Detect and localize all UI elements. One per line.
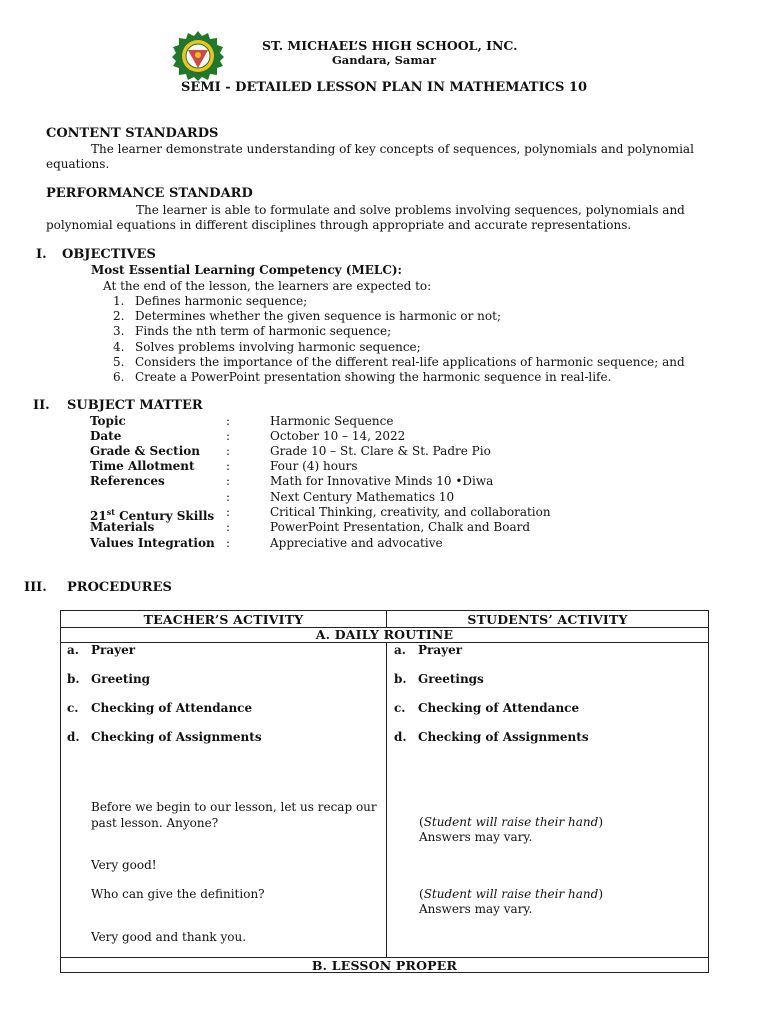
routine-text: Prayer — [418, 643, 463, 657]
procedures-heading: PROCEDURES — [67, 580, 172, 595]
routine-text: Checking of Assignments — [418, 730, 589, 744]
objective-item — [113, 370, 685, 385]
performance-standard-line1: The learner is able to formulate and solve problems involving sequences, polynomials and — [136, 203, 685, 217]
students-activity-header: STUDENTS’ ACTIVITY — [467, 612, 628, 627]
lesson-plan-title: SEMI - DETAILED LESSON PLAN IN MATHEMATICS 10 — [180, 80, 588, 95]
colon-separator: : — [226, 490, 231, 504]
subject-matter-value: Math for Innovative Minds 10 •Diwa — [270, 474, 494, 488]
routine-letter: d. — [394, 730, 407, 744]
routine-letter: b. — [67, 672, 80, 686]
student-raise-hand-2: Student will raise their hand — [423, 887, 599, 901]
subject-matter-value: Four (4) hours — [270, 459, 358, 473]
subject-matter-value: October 10 – 14, 2022 — [270, 429, 406, 443]
routine-letter: c. — [394, 701, 406, 715]
student-answers-1: Answers may vary. — [419, 830, 533, 844]
objective-number: 5. — [113, 354, 125, 369]
subject-matter-label: Values Integration — [90, 536, 215, 550]
subject-matter-value: Critical Thinking, creativity, and collaboration — [270, 505, 551, 519]
routine-letter: d. — [67, 730, 80, 744]
content-standards-heading: CONTENT STANDARDS — [46, 126, 219, 141]
objective-number: 6. — [113, 370, 125, 385]
routine-text: Checking of Attendance — [418, 701, 580, 715]
subject-matter-label: Time Allotment — [90, 459, 195, 473]
teacher-thanks: Very good and thank you. — [91, 930, 247, 944]
routine-letter: b. — [394, 672, 407, 686]
colon-separator: : — [226, 520, 231, 534]
objective-number: 4. — [113, 339, 125, 354]
table-divider — [61, 642, 708, 643]
teacher-recap-line1: Before we begin to our lesson, let us recap our — [91, 800, 377, 814]
subject-matter-value: Next Century Mathematics 10 — [270, 490, 455, 504]
objective-text: Finds the nth term of harmonic sequence; — [135, 324, 392, 339]
objectives-list — [113, 294, 685, 385]
content-standards-line1: The learner demonstrate understanding of key concepts of sequences, polynomials and polynomial — [91, 142, 694, 156]
subject-matter-label: Topic — [90, 414, 126, 428]
routine-text: Checking of Attendance — [91, 701, 253, 715]
routine-letter: a. — [67, 643, 79, 657]
routine-text: Greeting — [91, 672, 151, 686]
routine-text: Greetings — [418, 672, 484, 686]
objectives-numeral: I. — [36, 247, 47, 262]
colon-separator: : — [226, 414, 231, 428]
routine-item — [394, 643, 462, 657]
procedures-numeral: III. — [24, 580, 47, 595]
teacher-definition-question: Who can give the definition? — [91, 887, 265, 901]
subject-matter-heading: SUBJECT MATTER — [67, 398, 203, 413]
routine-item — [394, 730, 589, 744]
objective-text: Defines harmonic sequence; — [135, 294, 308, 308]
subject-matter-label: Grade & Section — [90, 444, 200, 458]
subject-matter-label: Materials — [90, 520, 155, 534]
routine-item — [67, 643, 135, 657]
student-answers-2: Answers may vary. — [419, 902, 533, 916]
school-name: ST. MICHAEL’S HIGH SCHOOL, INC. — [262, 38, 518, 53]
objective-text: Determines whether the given sequence is harmonic or not; — [135, 309, 501, 324]
colon-separator: : — [226, 536, 231, 550]
routine-item — [67, 701, 252, 715]
objectives-heading: OBJECTIVES — [62, 247, 156, 262]
label-superscript: st — [106, 507, 115, 517]
objective-text: Considers the importance of the different real-life applications of harmonic sequence; and — [135, 354, 685, 369]
teacher-recap-line2: past lesson. Anyone? — [91, 816, 219, 830]
routine-letter: c. — [67, 701, 79, 715]
objectives-intro: At the end of the lesson, the learners are expected to: — [103, 279, 432, 293]
performance-standard-line2: polynomial equations in different disciplines through appropriate and accurate representations. — [46, 218, 632, 232]
procedures-table — [60, 610, 709, 973]
routine-text: Checking of Assignments — [91, 730, 262, 744]
objective-text: Create a PowerPoint presentation showing the harmonic sequence in real-life. — [135, 370, 612, 385]
objective-item — [113, 355, 685, 370]
lesson-proper-header: B. LESSON PROPER — [311, 958, 458, 973]
colon-separator: : — [226, 429, 231, 443]
student-raise-hand-1: Student will raise their hand — [423, 815, 599, 829]
daily-routine-header: A. DAILY ROUTINE — [315, 627, 454, 642]
objective-item — [113, 340, 685, 355]
routine-item — [67, 730, 262, 744]
objective-number: 2. — [113, 309, 125, 324]
colon-separator: : — [226, 459, 231, 473]
objective-text: Solves problems involving harmonic sequence; — [135, 339, 421, 354]
objective-number: 3. — [113, 324, 125, 339]
table-divider — [386, 642, 387, 957]
subject-matter-value: Harmonic Sequence — [270, 414, 394, 428]
teacher-activity-header: TEACHER’S ACTIVITY — [143, 612, 304, 627]
objective-number: 1. — [113, 294, 125, 308]
colon-separator: : — [226, 444, 231, 458]
student-response-2: (Student will raise their hand) — [419, 887, 604, 901]
colon-separator: : — [226, 505, 231, 519]
colon-separator: : — [226, 474, 231, 488]
routine-item — [67, 672, 150, 686]
routine-text: Prayer — [91, 643, 136, 657]
school-location: Gandara, Samar — [331, 53, 437, 67]
label-part: 21 — [90, 509, 107, 523]
objective-item — [113, 309, 685, 324]
objective-item — [113, 324, 685, 339]
subject-matter-label: Date — [90, 429, 122, 443]
routine-item — [394, 672, 484, 686]
performance-standard-heading: PERFORMANCE STANDARD — [46, 186, 253, 201]
subject-matter-value: Appreciative and advocative — [270, 536, 443, 550]
melc-heading: Most Essential Learning Competency (MELC): — [91, 263, 402, 277]
label-part: Century Skills — [114, 509, 215, 523]
student-response-1: (Student will raise their hand) — [419, 815, 604, 829]
content-standards-line2: equations. — [46, 157, 110, 171]
subject-matter-numeral: II. — [33, 398, 50, 413]
routine-item — [394, 701, 579, 715]
subject-matter-value: PowerPoint Presentation, Chalk and Board — [270, 520, 531, 534]
subject-matter-value: Grade 10 – St. Clare & St. Padre Pio — [270, 444, 491, 458]
subject-matter-label: References — [90, 474, 165, 488]
teacher-very-good: Very good! — [91, 858, 157, 872]
objective-item — [113, 294, 685, 309]
routine-letter: a. — [394, 643, 406, 657]
